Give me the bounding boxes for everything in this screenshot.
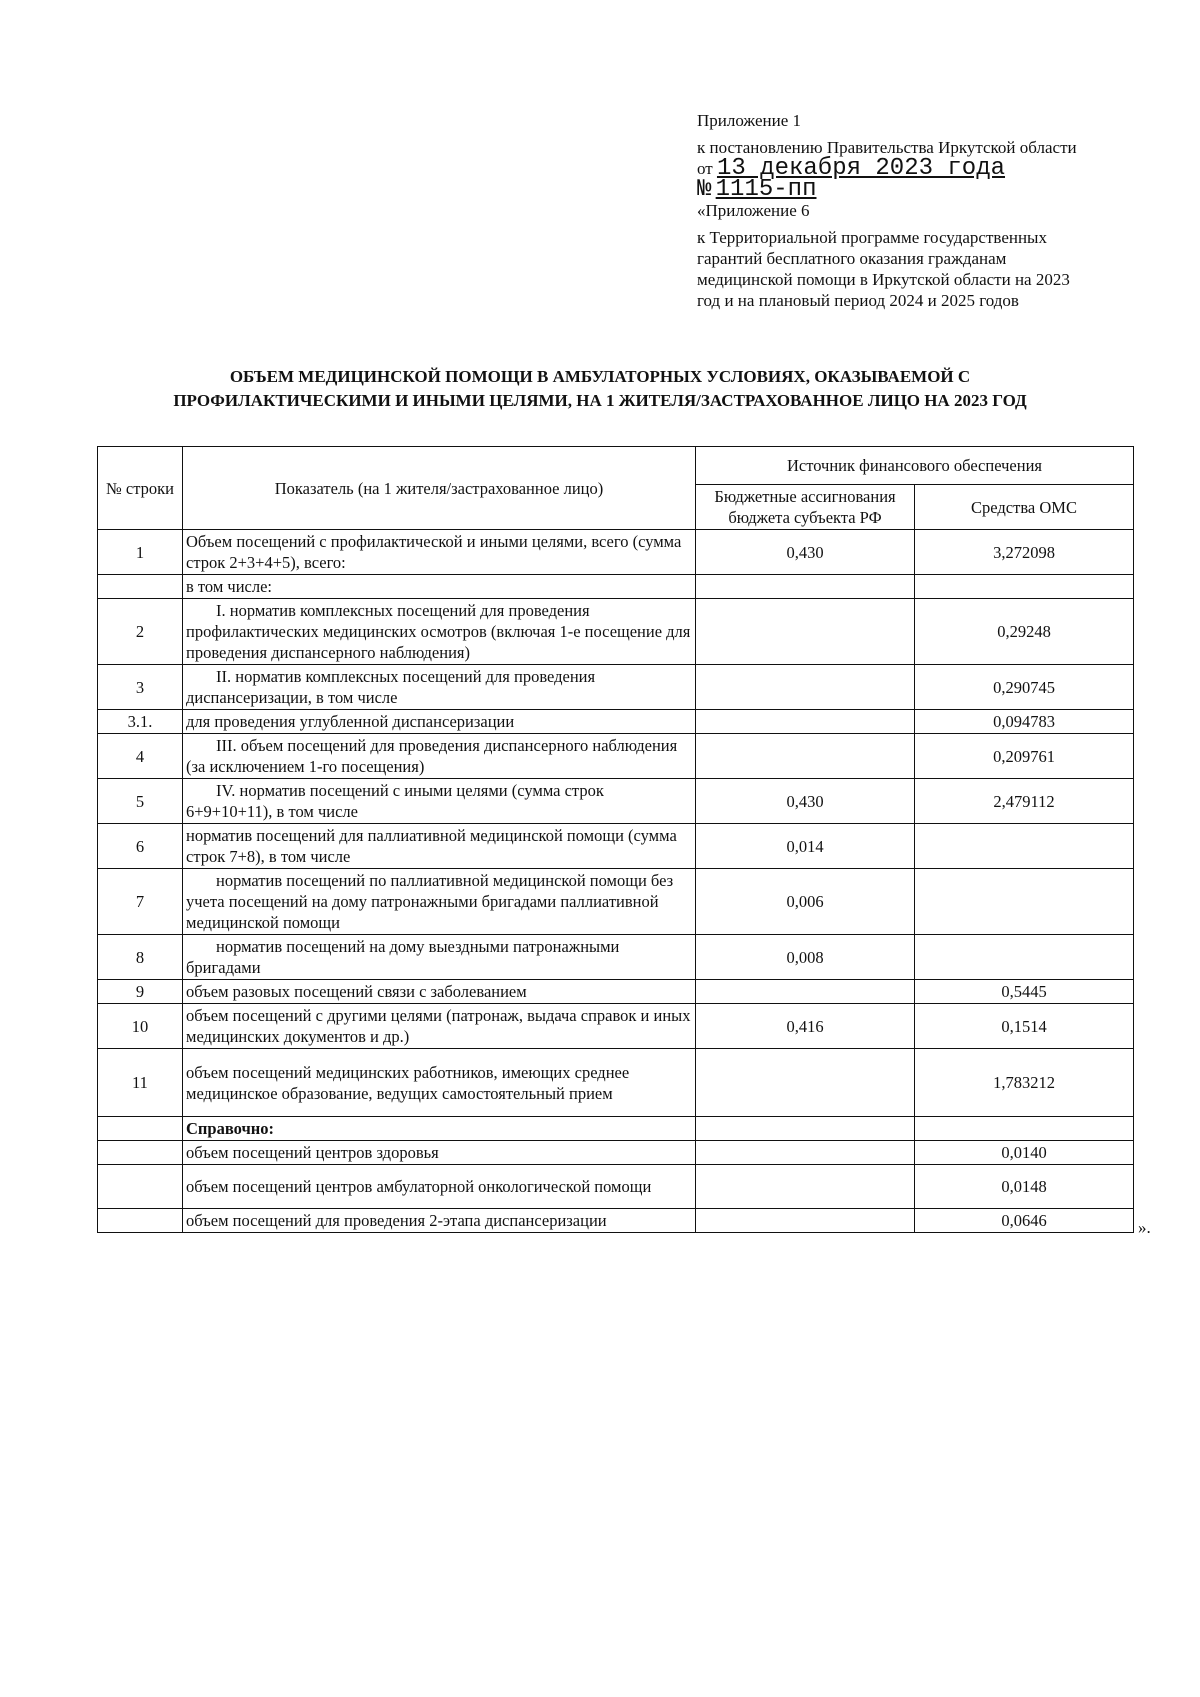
decree-date: 13 декабря 2023 года [716,155,1006,182]
row-budget [696,575,915,599]
appendix-header [697,110,1117,311]
row-number: 10 [98,1004,183,1049]
row-budget [696,599,915,665]
program-line-2: гарантий бесплатного оказания гражданам [697,249,1007,268]
header-budget: Бюджетные ассигнования бюджета субъекта РФ [696,485,915,530]
decree-number: 1115-пп [715,176,817,203]
row-budget [696,1141,915,1165]
row-oms: 0,1514 [915,1004,1134,1049]
row-budget [696,1209,915,1233]
row-label: Объем посещений с профилактической и иными целями, всего (сумма строк 2+3+4+5), всего: [183,530,696,575]
row-label: объем посещений медицинских работников, имеющих среднее медицинское образование, ведущих самостоятельный прием [183,1049,696,1117]
row-number: 7 [98,869,183,935]
row-number: 3 [98,665,183,710]
row-budget: 0,430 [696,530,915,575]
row-budget [696,665,915,710]
program-line-3: медицинской помощи в Иркутской области на 2023 [697,270,1070,289]
row-budget: 0,416 [696,1004,915,1049]
row-oms: 0,0646 [915,1209,1134,1233]
row-oms: 0,0140 [915,1141,1134,1165]
row-oms: 0,290745 [915,665,1134,710]
row-budget: 0,430 [696,779,915,824]
table-row [98,1004,1134,1049]
row-label: объем разовых посещений связи с заболеванием [183,980,696,1004]
row-oms: 0,29248 [915,599,1134,665]
row-budget: 0,014 [696,824,915,869]
table-row [98,1141,1134,1165]
row-number: 2 [98,599,183,665]
table-row [98,935,1134,980]
row-number: 6 [98,824,183,869]
row-oms [915,824,1134,869]
row-budget [696,734,915,779]
row-number: 8 [98,935,183,980]
row-oms [915,869,1134,935]
row-label: в том числе: [183,575,696,599]
row-oms [915,1117,1134,1141]
row-budget [696,710,915,734]
row-number [98,1141,183,1165]
row-label: объем посещений центров амбулаторной онкологической помощи [183,1165,696,1209]
row-label: норматив посещений на дому выездными патронажными бригадами [183,935,696,980]
table-row [98,1117,1134,1141]
row-label: норматив посещений по паллиативной медицинской помощи без учета посещений на дому патронажными бригадами паллиативной медицинской помощи [183,869,696,935]
row-label: I. норматив комплексных посещений для проведения профилактических медицинских осмотров (включая 1-е посещение для проведения диспансерного наблюдения) [183,599,696,665]
table-row [98,1049,1134,1117]
row-label: для проведения углубленной диспансеризации [183,710,696,734]
row-number: 5 [98,779,183,824]
title-line-1: ОБЪЕМ МЕДИЦИНСКОЙ ПОМОЩИ В АМБУЛАТОРНЫХ УСЛОВИЯХ, ОКАЗЫВАЕМОЙ С [229,367,971,386]
table-row [98,734,1134,779]
row-oms: 3,272098 [915,530,1134,575]
row-budget [696,1049,915,1117]
program-line-1: к Территориальной программе государственных [697,228,1047,247]
row-number: 1 [98,530,183,575]
appendix-label: Приложение 1 [697,111,801,130]
document-title [100,365,1100,413]
reference-heading: Справочно: [183,1117,696,1141]
row-label: объем посещений центров здоровья [183,1141,696,1165]
header-indicator: Показатель (на 1 жителя/застрахованное лицо) [183,447,696,530]
closing-quote: ». [1138,1218,1151,1237]
table-row [98,1209,1134,1233]
row-oms [915,935,1134,980]
row-number [98,1117,183,1141]
row-oms: 0,094783 [915,710,1134,734]
row-budget [696,1117,915,1141]
row-number [98,575,183,599]
date-prefix: от [697,159,713,178]
row-label: норматив посещений для паллиативной медицинской помощи (сумма строк 7+8), в том числе [183,824,696,869]
row-label: II. норматив комплексных посещений для проведения диспансеризации, в том числе [183,665,696,710]
row-budget [696,980,915,1004]
header-funding-source: Источник финансового обеспечения [696,447,1134,485]
table-row [98,665,1134,710]
row-label: IV. норматив посещений с иными целями (сумма строк 6+9+10+11), в том числе [183,779,696,824]
volume-table [97,446,1134,1233]
header-row-number: № строки [98,447,183,530]
row-oms: 2,479112 [915,779,1134,824]
number-prefix: № [697,176,712,203]
row-number: 11 [98,1049,183,1117]
row-number: 4 [98,734,183,779]
table-row [98,980,1134,1004]
appendix6-label: «Приложение 6 [697,201,810,220]
row-budget: 0,006 [696,869,915,935]
table-row [98,824,1134,869]
row-oms [915,575,1134,599]
row-budget [696,1165,915,1209]
table-row [98,1165,1134,1209]
row-label: III. объем посещений для проведения диспансерного наблюдения (за исключением 1-го посещения) [183,734,696,779]
row-oms: 0,5445 [915,980,1134,1004]
row-oms: 0,0148 [915,1165,1134,1209]
row-number [98,1209,183,1233]
title-line-2: ПРОФИЛАКТИЧЕСКИМИ И ИНЫМИ ЦЕЛЯМИ, НА 1 ЖИТЕЛЯ/ЗАСТРАХОВАННОЕ ЛИЦО НА 2023 ГОД [173,391,1027,410]
table-row [98,710,1134,734]
table-row [98,575,1134,599]
row-oms: 1,783212 [915,1049,1134,1117]
table-row [98,779,1134,824]
row-oms: 0,209761 [915,734,1134,779]
row-budget: 0,008 [696,935,915,980]
row-label: объем посещений с другими целями (патронаж, выдача справок и иных медицинских документов и др.) [183,1004,696,1049]
program-line-4: год и на плановый период 2024 и 2025 годов [697,291,1019,310]
header-oms: Средства ОМС [915,485,1134,530]
row-number: 3.1. [98,710,183,734]
decree-number-line [697,176,1117,203]
table-row [98,599,1134,665]
row-number: 9 [98,980,183,1004]
row-label: объем посещений для проведения 2-этапа диспансеризации [183,1209,696,1233]
table-row [98,869,1134,935]
table-row [98,530,1134,575]
decree-reference: к постановлению Правительства Иркутской области [697,138,1077,157]
row-number [98,1165,183,1209]
